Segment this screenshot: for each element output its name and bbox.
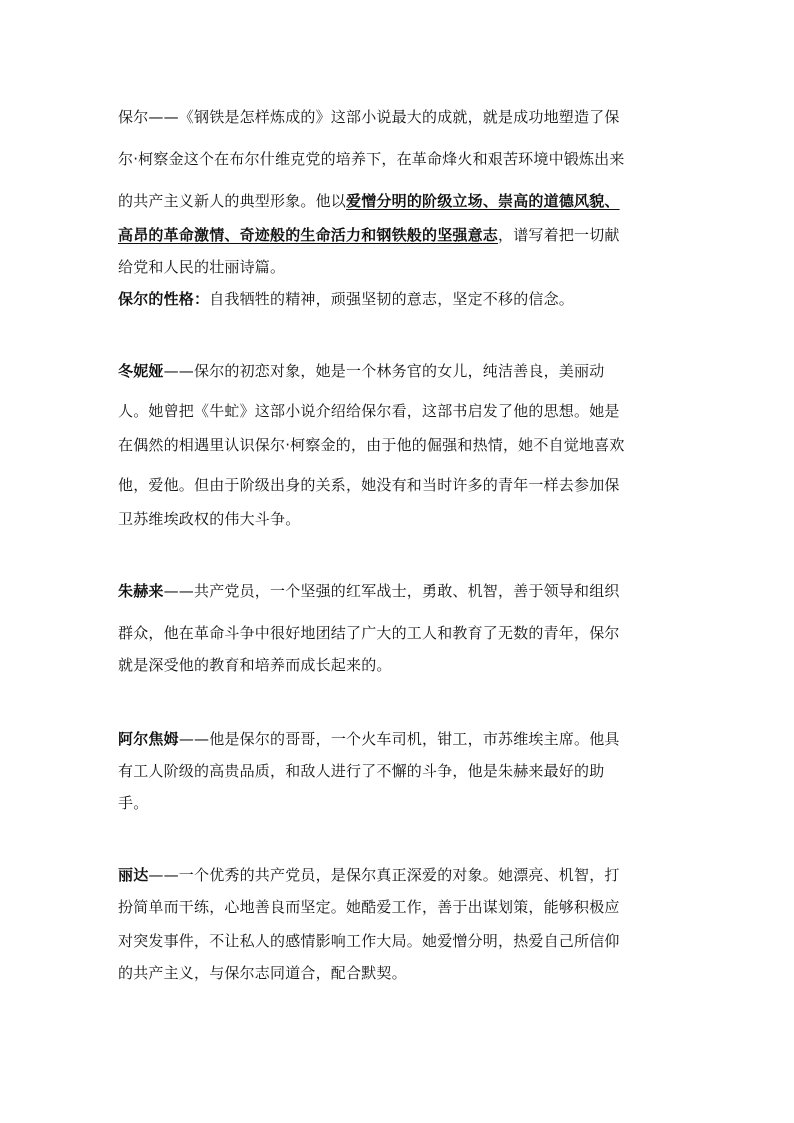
zhukhrai-line-3: 就是深受他的教育和培养而成长起来的。: [118, 656, 392, 674]
tonya-line-2: 人。她曾把《牛虻》这部小说介绍给保尔看，这部书启发了他的思想。她是: [118, 402, 620, 420]
artyom-line-1: [118, 730, 620, 748]
tonya-line-5: 卫苏维埃政权的伟大斗争。: [118, 510, 301, 528]
tonya-line-4: 他，爱他。但由于阶级出身的关系，她没有和当时许多的青年一样去参加保: [118, 476, 620, 494]
zhukhrai-line-2: 群众，他在革命斗争中很好地团结了广大的工人和教育了无数的青年，保尔: [118, 624, 620, 642]
rita-name: 丽达: [118, 866, 149, 884]
artyom-name: 阿尔焦姆: [118, 730, 179, 748]
pavel-line-5: 给党和人民的壮丽诗篇。: [118, 258, 286, 276]
pavel-line-2: 尔·柯察金这个在布尔什维克党的培养下，在革命烽火和艰苦环境中锻炼出来: [118, 150, 625, 168]
zhukhrai-line-1: [118, 582, 620, 600]
pavel-line-4: [118, 226, 620, 244]
artyom-line-1-text: ——他是保尔的哥哥，一个火车司机，钳工，市苏维埃主席。他具: [178, 730, 620, 748]
rita-line-1-text: ——一个优秀的共产党员，是保尔真正深爱的对象。她漂亮、机智，打: [148, 866, 620, 884]
pavel-character-line: [118, 290, 574, 308]
rita-line-4: 的共产主义，与保尔志同道合，配合默契。: [118, 964, 407, 982]
pavel-traits-highlight-1: 爱憎分明的阶级立场、崇高的道德风貌、: [346, 192, 620, 210]
pavel-character-text: 自我牺牲的精神，顽强坚韧的意志，坚定不移的信念。: [209, 290, 575, 308]
pavel-line-4-text: ，谱写着把一切献: [498, 226, 620, 244]
rita-line-3: 对突发事件，不让私人的感情影响工作大局。她爱憎分明，热爱自己所信仰: [118, 932, 620, 950]
tonya-line-3: 在偶然的相遇里认识保尔·柯察金的，由于他的倔强和热情，她不自觉地喜欢: [118, 436, 625, 454]
pavel-line-3-text: 的共产主义新人的典型形象。他以: [118, 192, 347, 210]
pavel-traits-highlight-2: 高昂的革命激情、奇迹般的生命活力和钢铁般的坚强意志: [118, 226, 499, 244]
tonya-line-1: [118, 362, 604, 380]
rita-line-1: [118, 866, 620, 884]
tonya-line-1-text: ——保尔的初恋对象，她是一个林务官的女儿，纯洁善良，美丽动: [163, 362, 605, 380]
pavel-character-label: 保尔的性格：: [118, 290, 210, 308]
zhukhrai-name: 朱赫来: [118, 582, 164, 600]
pavel-line-3: [118, 192, 620, 210]
pavel-line-1: 保尔——《钢铁是怎样炼成的》这部小说最大的成就，就是成功地塑造了保: [118, 108, 620, 126]
tonya-name: 冬妮娅: [118, 362, 164, 380]
artyom-line-3: 手。: [118, 794, 149, 812]
zhukhrai-line-1-text: ——共产党员，一个坚强的红军战士，勇敢、机智，善于领导和组织: [163, 582, 620, 600]
rita-line-2: 扮简单而干练，心地善良而坚定。她酷爱工作，善于出谋划策，能够积极应: [118, 898, 620, 916]
artyom-line-2: 有工人阶级的高贵品质，和敌人进行了不懈的斗争，他是朱赫来最好的助: [118, 762, 605, 780]
